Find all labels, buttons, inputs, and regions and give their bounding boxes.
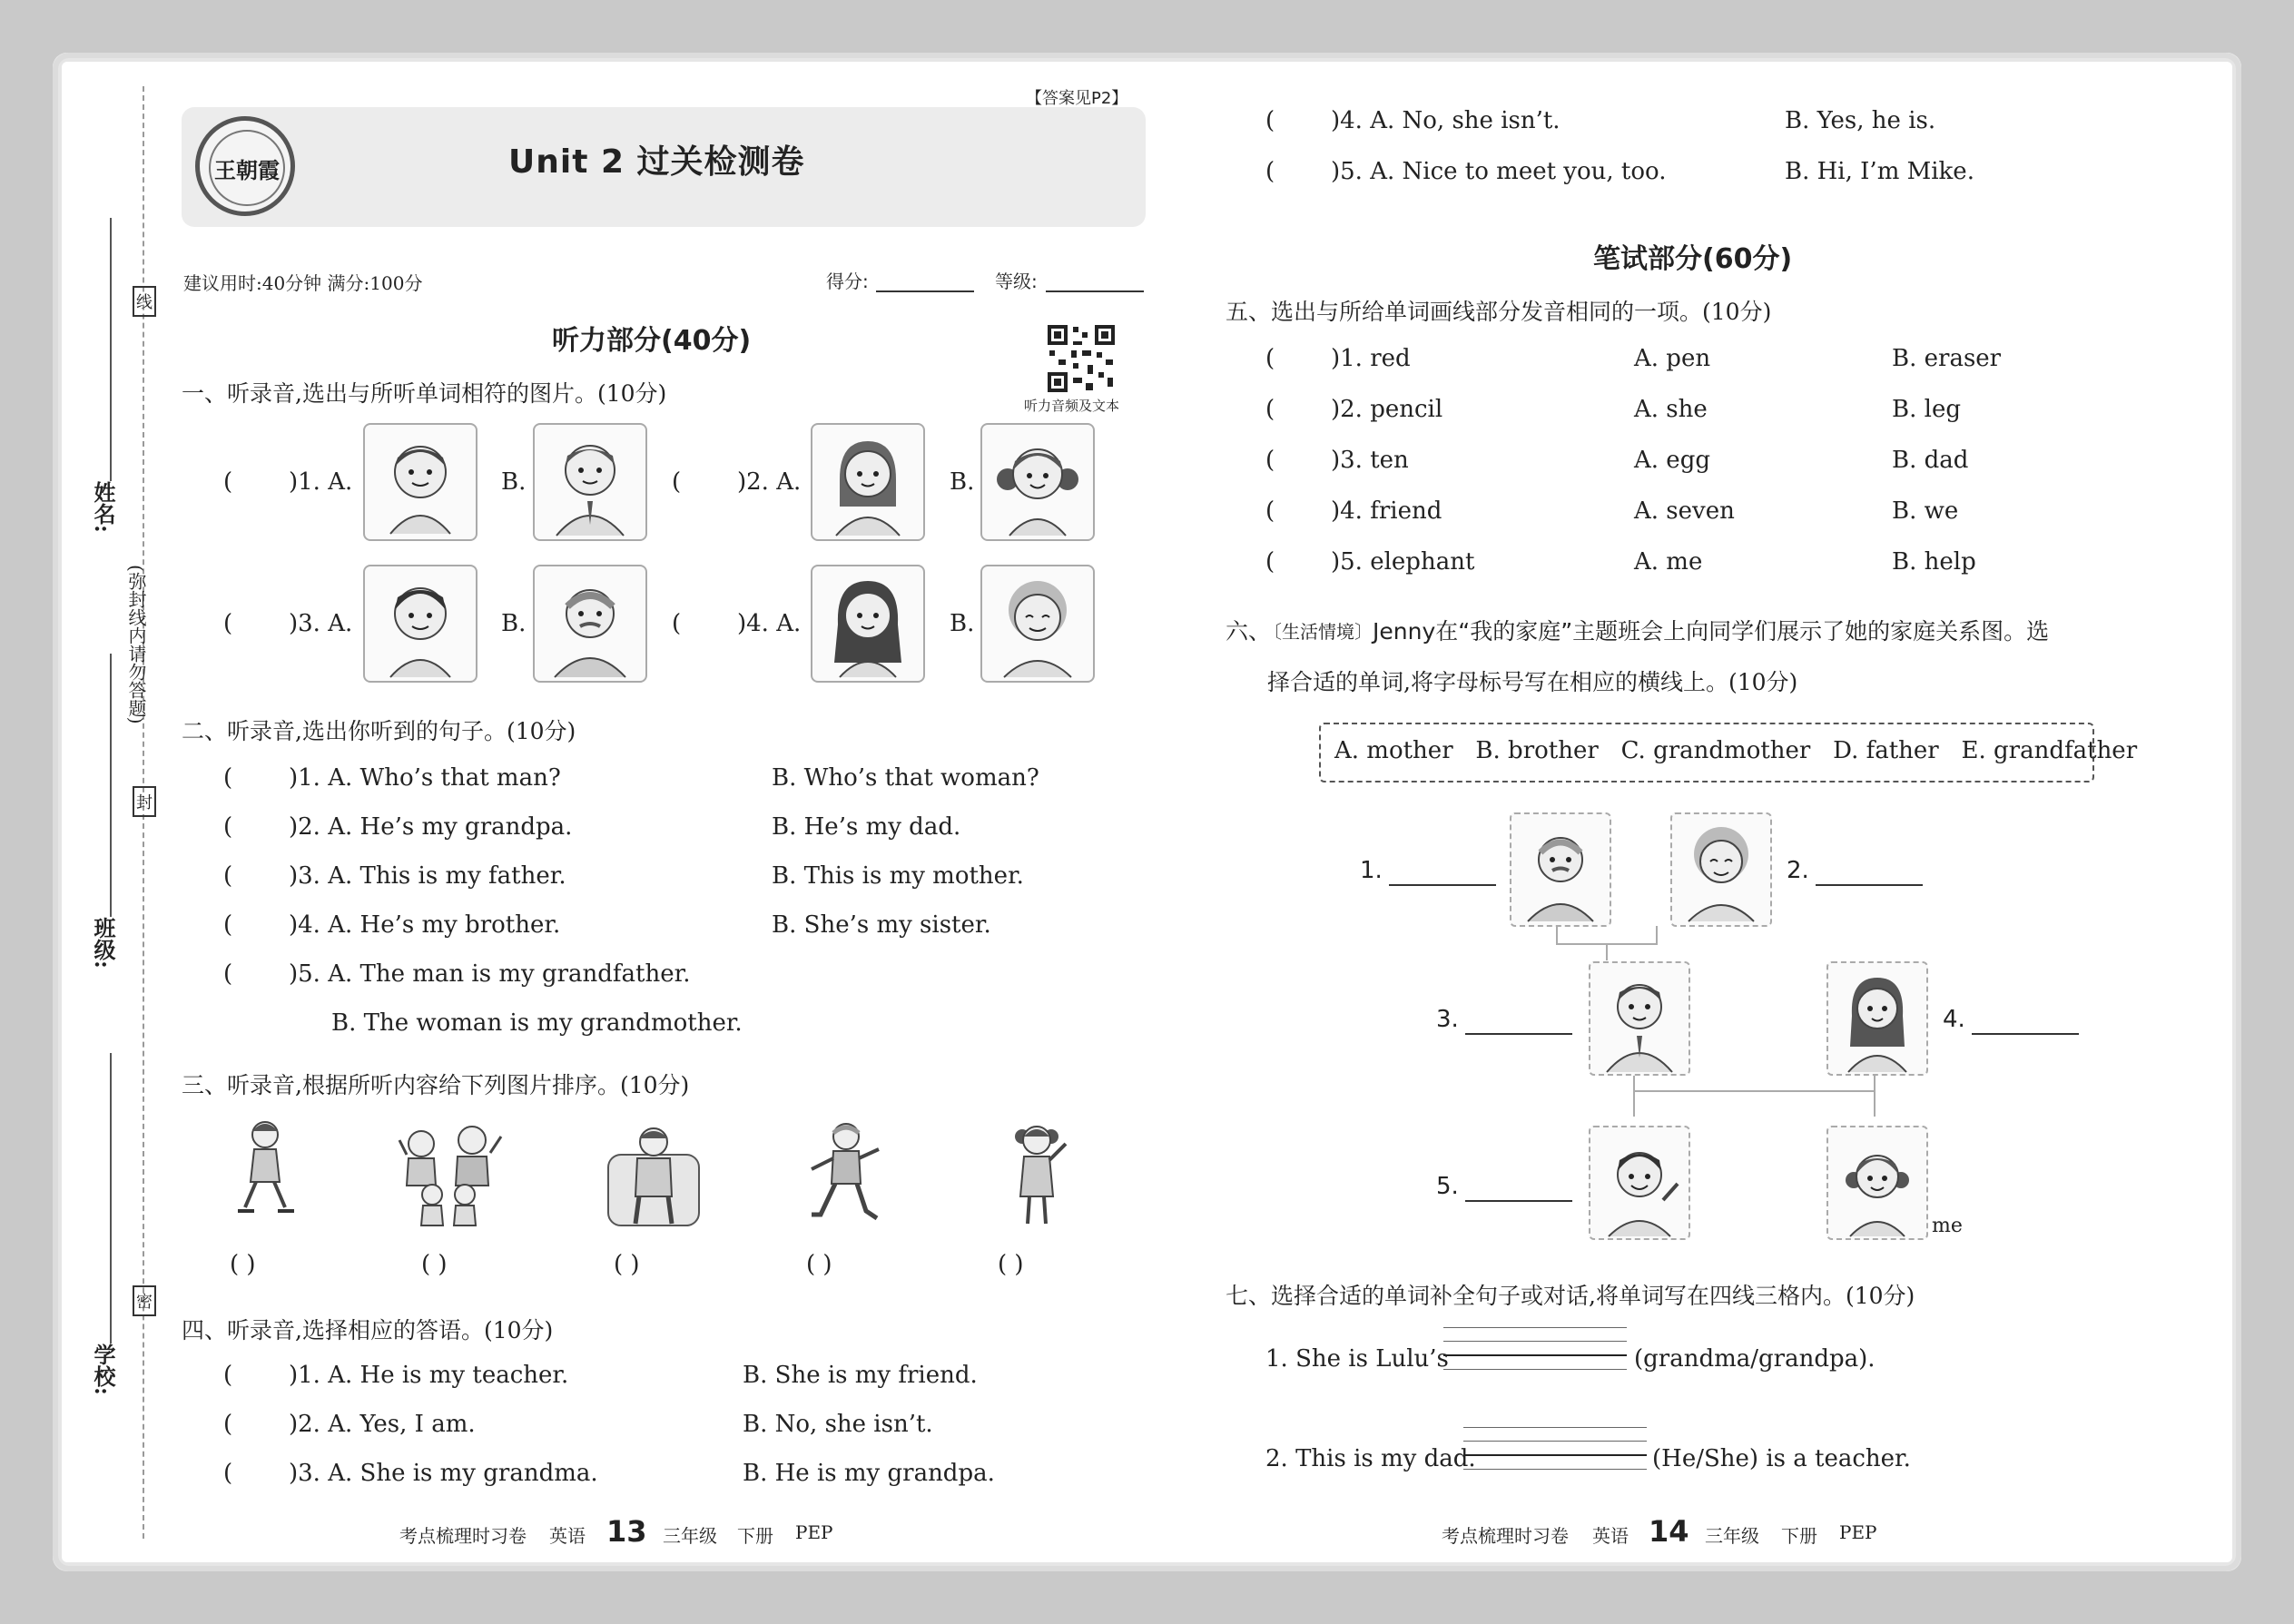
s5-paren: ( (1265, 497, 1275, 525)
s5-q3-a: A. egg (1634, 447, 1710, 474)
time-info: 建议用时:40分钟 满分:100分 (183, 272, 423, 294)
name-blank[interactable] (110, 218, 112, 481)
s4-q2-a: )2. A. Yes, I am. (289, 1411, 476, 1438)
tree-label-1: 1. (1360, 857, 1383, 884)
boy-picture[interactable] (363, 423, 478, 541)
grandpa-picture[interactable] (533, 565, 647, 683)
s4-q3-b: B. He is my grandpa. (743, 1460, 995, 1487)
qr-caption: 听力音频及文本 (1024, 398, 1120, 414)
s2-paren: ( (223, 813, 233, 841)
s5-q2-b: B. leg (1892, 396, 1961, 423)
s4-paren: ( (223, 1411, 233, 1438)
tree-answer-2[interactable] (1816, 884, 1923, 886)
class-blank[interactable] (110, 654, 112, 917)
me-label: me (1932, 1215, 1963, 1237)
s2-q3-b: B. This is my mother. (772, 862, 1024, 890)
s7-q2-four-line-box[interactable] (1463, 1427, 1647, 1470)
s5-q3-b: B. dad (1892, 447, 1969, 474)
s1-q4-b: B. (950, 610, 975, 637)
section6-title-line2: 择合适的单词,将字母标号写在相应的横线上。(10分) (1267, 669, 1798, 695)
answer-reference: 【答案见P2】 (1026, 89, 1128, 108)
section4-title: 四、听录音,选择相应的答语。(10分) (182, 1317, 554, 1343)
tree-mother-picture (1826, 961, 1928, 1076)
section6-tag: 〔生活情境〕 (1264, 621, 1373, 643)
footer-grade: 三年级 (1705, 1525, 1759, 1547)
s2-paren: ( (223, 911, 233, 939)
section7-title: 七、选择合适的单词补全句子或对话,将单词写在四线三格内。(10分) (1226, 1283, 1915, 1309)
tree-answer-4[interactable] (1972, 1033, 2079, 1035)
s5-q4-b: B. we (1892, 497, 1959, 525)
tree-answer-3[interactable] (1465, 1033, 1572, 1035)
section5-title: 五、选出与所给单词画线部分发音相同的一项。(10分) (1226, 299, 1772, 325)
girl-skating-picture[interactable] (218, 1113, 309, 1222)
tree-label-5: 5. (1436, 1173, 1459, 1200)
grandma-picture[interactable] (980, 565, 1095, 683)
footer-term: 下册 (737, 1525, 773, 1547)
s5-paren: ( (1265, 548, 1275, 576)
footer-grade: 三年级 (663, 1525, 717, 1547)
s5-q1-a: A. pen (1634, 345, 1711, 372)
s1-q3-label: )3. A. (289, 610, 353, 637)
s4-q5-b: B. Hi, I’m Mike. (1785, 158, 1974, 185)
s1-q2-b: B. (950, 468, 975, 496)
footer-series: 考点梳理时习卷 (1442, 1525, 1569, 1547)
score-label: 得分: (826, 271, 869, 292)
tree-me-picture (1826, 1126, 1928, 1240)
s7-q2-prefix: 2. This is my dad. (1265, 1445, 1476, 1472)
s3-answer-paren-3[interactable]: ( ) (614, 1251, 640, 1278)
s4-q1-b: B. She is my friend. (743, 1362, 978, 1389)
s3-answer-paren-1[interactable]: ( ) (230, 1251, 256, 1278)
section6-prefix: 六、 (1226, 618, 1272, 645)
grandpa-exercising-picture[interactable] (799, 1117, 890, 1229)
s4-q5-a: )5. A. Nice to meet you, too. (1331, 158, 1667, 185)
s2-q3-a: )3. A. This is my father. (289, 862, 566, 890)
s4-paren: ( (1265, 107, 1275, 134)
s2-paren: ( (223, 764, 233, 792)
s2-q1-b: B. Who’s that woman? (772, 764, 1039, 792)
s1-q3-b: B. (501, 610, 527, 637)
s2-q5-a: )5. A. The man is my grandfather. (289, 960, 691, 988)
s7-q2-suffix: (He/She) is a teacher. (1652, 1445, 1911, 1472)
word-bank-options: A. mother B. brother C. grandmother D. father E. grandfather (1334, 737, 2138, 764)
family-group-picture[interactable] (390, 1122, 508, 1231)
class-label: 班级: (90, 917, 116, 969)
s7-q1-suffix: (grandma/grandpa). (1634, 1345, 1876, 1373)
man-picture[interactable] (533, 423, 647, 541)
s1-q2-label: )2. A. (737, 468, 802, 496)
tree-label-4: 4. (1943, 1006, 1965, 1033)
woman-picture[interactable] (811, 423, 925, 541)
s1-q1-label: )1. A. (289, 468, 353, 496)
s3-answer-paren-5[interactable]: ( ) (998, 1251, 1024, 1278)
s5-q2-a: A. she (1634, 396, 1708, 423)
footer-edition: PEP (795, 1521, 833, 1543)
binding-xian-tag: 线 (133, 286, 156, 317)
footer-series: 考点梳理时习卷 (399, 1525, 527, 1547)
s5-paren: ( (1265, 345, 1275, 372)
written-heading: 笔试部分(60分) (1593, 243, 1793, 275)
s1-paren: ( (223, 610, 233, 637)
s2-q4-b: B. She’s my sister. (772, 911, 991, 939)
s4-paren: ( (223, 1362, 233, 1389)
s3-answer-paren-2[interactable]: ( ) (421, 1251, 448, 1278)
s7-q1-prefix: 1. She is Lulu’s (1265, 1345, 1449, 1373)
footer-subject: 英语 (1592, 1525, 1629, 1547)
tree-grandmother-picture (1670, 812, 1772, 927)
girl-picture[interactable] (980, 423, 1095, 541)
s5-paren: ( (1265, 447, 1275, 474)
s1-paren: ( (223, 468, 233, 496)
s5-paren: ( (1265, 396, 1275, 423)
section3-title: 三、听录音,根据所听内容给下列图片排序。(10分) (182, 1072, 690, 1098)
footer-edition: PEP (1839, 1521, 1877, 1543)
tree-father-picture (1589, 961, 1690, 1076)
page-title: Unit 2 过关检测卷 (508, 143, 805, 181)
s5-q3-word: )3. ten (1331, 447, 1409, 474)
s5-q4-word: )4. friend (1331, 497, 1442, 525)
qr-code-icon[interactable] (1046, 323, 1117, 394)
s2-q2-b: B. He’s my dad. (772, 813, 961, 841)
s2-q5-b: B. The woman is my grandmother. (331, 1009, 743, 1037)
name-label: 姓名: (90, 481, 116, 533)
s2-q2-a: )2. A. He’s my grandpa. (289, 813, 573, 841)
page-number: 13 (606, 1514, 647, 1549)
section1-title: 一、听录音,选出与所听单词相符的图片。(10分) (182, 380, 667, 407)
s4-paren: ( (1265, 158, 1275, 185)
page-number: 14 (1649, 1514, 1689, 1549)
s1-q4-label: )4. A. (737, 610, 802, 637)
school-label: 学校: (90, 1343, 116, 1395)
woman-2-picture[interactable] (811, 565, 925, 683)
s5-q4-a: A. seven (1634, 497, 1735, 525)
s2-q4-a: )4. A. He’s my brother. (289, 911, 561, 939)
s4-q1-a: )1. A. He is my teacher. (289, 1362, 569, 1389)
footer-term: 下册 (1781, 1525, 1817, 1547)
binding-feng-tag: 封 (133, 786, 156, 817)
man-in-armchair-picture[interactable] (599, 1118, 708, 1231)
school-blank[interactable] (110, 1053, 112, 1343)
s5-q5-word: )5. elephant (1331, 548, 1475, 576)
footer-subject: 英语 (549, 1525, 586, 1547)
s1-q1-b: B. (501, 468, 527, 496)
s4-q3-a: )3. A. She is my grandma. (289, 1460, 598, 1487)
tree-label-3: 3. (1436, 1006, 1459, 1033)
s5-q1-word: )1. red (1331, 345, 1411, 372)
grade-label: 等级: (995, 271, 1038, 292)
publisher-logo-text: 王朝霞 (209, 130, 285, 206)
s5-q5-a: A. me (1634, 548, 1703, 576)
s2-paren: ( (223, 862, 233, 890)
section6-title-line1: Jenny在“我的家庭”主题班会上向同学们展示了她的家庭关系图。选 (1373, 618, 2050, 645)
grade-blank[interactable] (1046, 290, 1144, 292)
section2-title: 二、听录音,选出你听到的句子。(10分) (182, 718, 576, 744)
girl-waving-picture[interactable] (995, 1113, 1077, 1229)
binding-note: (弥封线内请勿答题) (125, 565, 147, 724)
s3-answer-paren-4[interactable]: ( ) (806, 1251, 832, 1278)
tree-label-2: 2. (1787, 857, 1809, 884)
tree-brother-picture (1589, 1126, 1690, 1240)
s5-q5-b: B. help (1892, 548, 1976, 576)
binding-mi-tag: 密 (133, 1285, 156, 1316)
s5-q2-word: )2. pencil (1331, 396, 1443, 423)
s2-paren: ( (223, 960, 233, 988)
tree-answer-1[interactable] (1389, 884, 1496, 886)
s4-paren: ( (223, 1460, 233, 1487)
s4-q2-b: B. No, she isn’t. (743, 1411, 933, 1438)
score-blank[interactable] (876, 290, 974, 292)
tree-grandfather-picture (1510, 812, 1611, 927)
boy-2-picture[interactable] (363, 565, 478, 683)
s4-q4-b: B. Yes, he is. (1785, 107, 1936, 134)
s1-paren: ( (672, 468, 682, 496)
listening-heading: 听力部分(40分) (552, 325, 752, 357)
s2-q1-a: )1. A. Who’s that man? (289, 764, 561, 792)
s5-q1-b: B. eraser (1892, 345, 2002, 372)
tree-answer-5[interactable] (1465, 1200, 1572, 1202)
s7-q1-four-line-box[interactable] (1443, 1327, 1627, 1370)
s1-paren: ( (672, 610, 682, 637)
s4-q4-a: )4. A. No, she isn’t. (1331, 107, 1561, 134)
